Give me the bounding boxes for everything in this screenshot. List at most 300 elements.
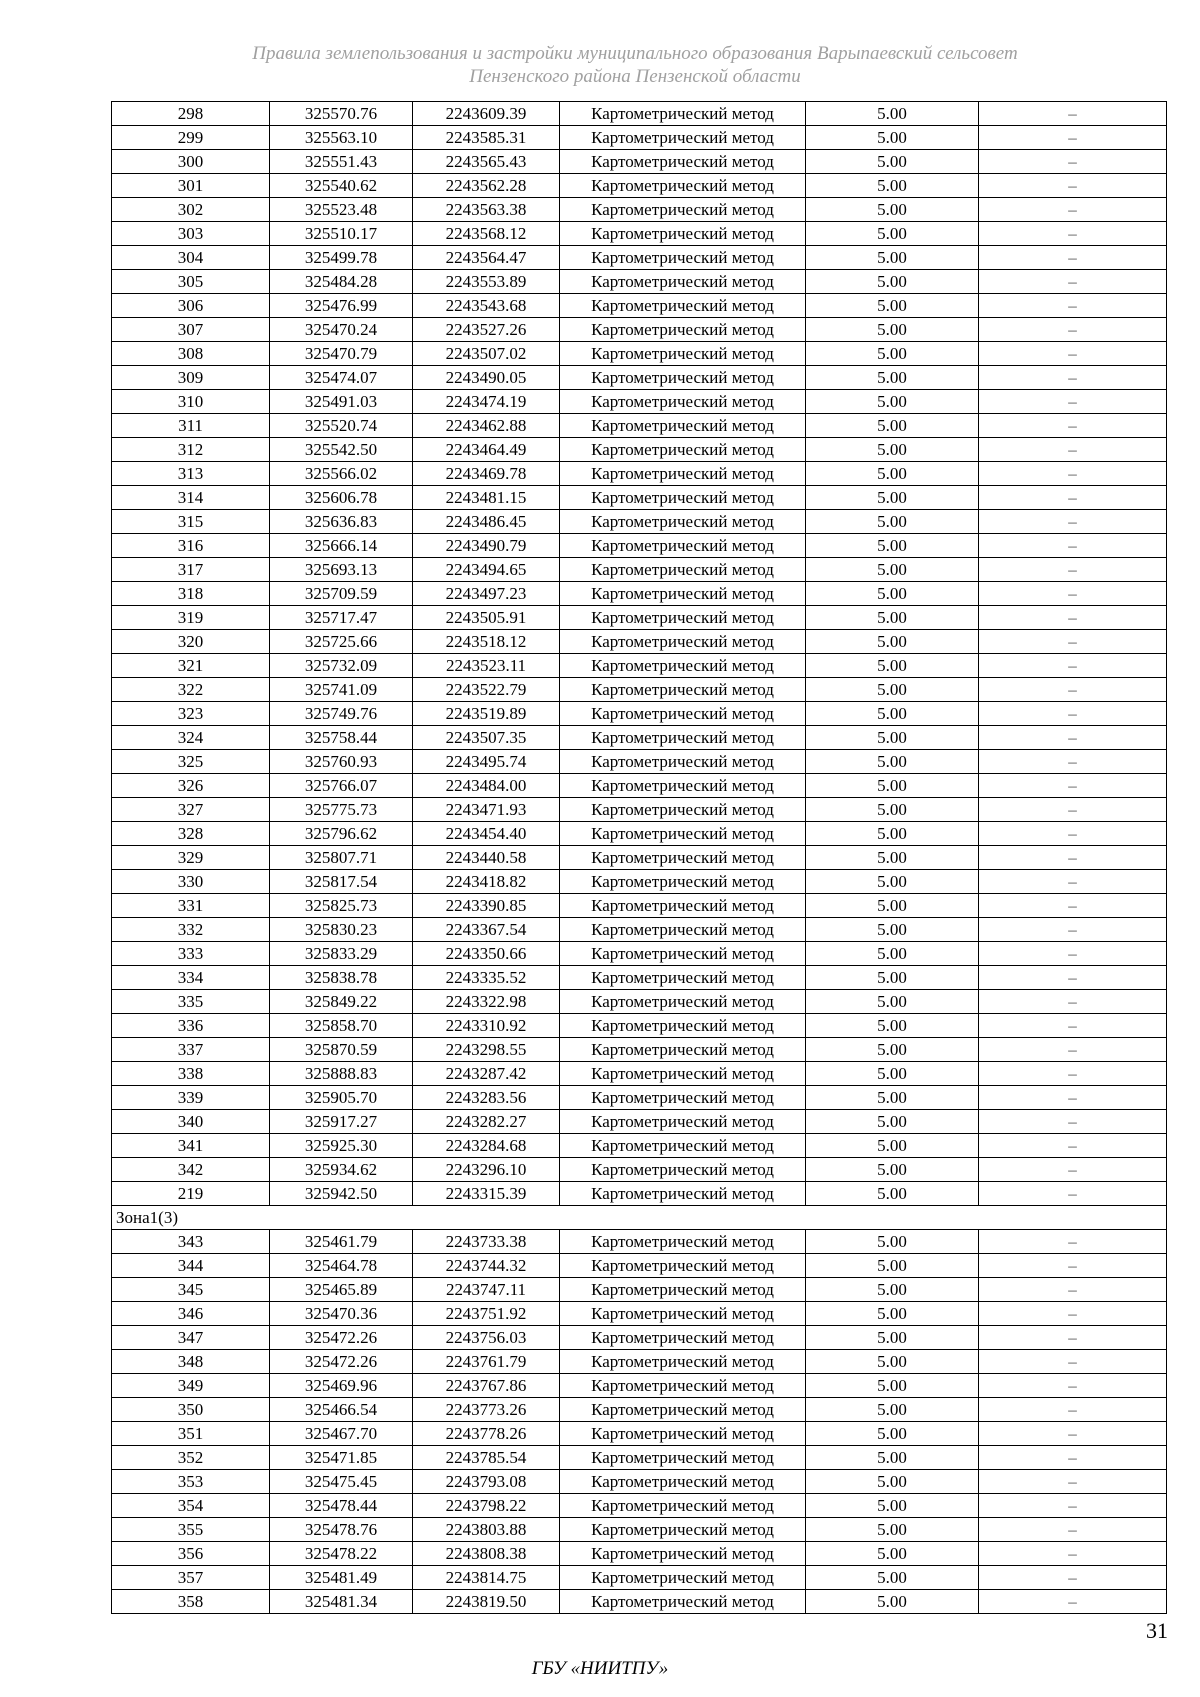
accuracy-cell: 5.00 [806,294,979,318]
method-cell: Картометрический метод [560,366,806,390]
y-coordinate-cell: 2243814.75 [413,1566,560,1590]
method-cell: Картометрический метод [560,1398,806,1422]
method-cell: Картометрический метод [560,150,806,174]
point-number-cell: 309 [112,366,270,390]
y-coordinate-cell: 2243282.27 [413,1110,560,1134]
note-cell: – [979,462,1167,486]
y-coordinate-cell: 2243454.40 [413,822,560,846]
accuracy-cell: 5.00 [806,870,979,894]
note-cell: – [979,318,1167,342]
method-cell: Картометрический метод [560,1566,806,1590]
note-cell: – [979,1494,1167,1518]
y-coordinate-cell: 2243785.54 [413,1446,560,1470]
note-cell: – [979,870,1167,894]
x-coordinate-cell: 325466.54 [270,1398,413,1422]
note-cell: – [979,1422,1167,1446]
table-row [112,774,1167,798]
y-coordinate-cell: 2243390.85 [413,894,560,918]
point-number-cell: 346 [112,1302,270,1326]
y-coordinate-cell: 2243744.32 [413,1254,560,1278]
method-cell: Картометрический метод [560,1374,806,1398]
header-line-2: Пензенского района Пензенской области [469,66,801,87]
x-coordinate-cell: 325563.10 [270,126,413,150]
accuracy-cell: 5.00 [806,102,979,126]
table-row [112,438,1167,462]
table-row [112,654,1167,678]
table-row [112,1110,1167,1134]
accuracy-cell: 5.00 [806,198,979,222]
note-cell: – [979,918,1167,942]
table-row [112,246,1167,270]
point-number-cell: 299 [112,126,270,150]
table-row [112,318,1167,342]
x-coordinate-cell: 325942.50 [270,1182,413,1206]
point-number-cell: 357 [112,1566,270,1590]
x-coordinate-cell: 325540.62 [270,174,413,198]
point-number-cell: 349 [112,1374,270,1398]
y-coordinate-cell: 2243310.92 [413,1014,560,1038]
table-row [112,1086,1167,1110]
note-cell: – [979,822,1167,846]
accuracy-cell: 5.00 [806,654,979,678]
method-cell: Картометрический метод [560,126,806,150]
note-cell: – [979,582,1167,606]
y-coordinate-cell: 2243315.39 [413,1182,560,1206]
method-cell: Картометрический метод [560,246,806,270]
accuracy-cell: 5.00 [806,1374,979,1398]
document-header [110,42,1160,88]
accuracy-cell: 5.00 [806,750,979,774]
note-cell: – [979,1014,1167,1038]
method-cell: Картометрический метод [560,630,806,654]
y-coordinate-cell: 2243793.08 [413,1470,560,1494]
y-coordinate-cell: 2243522.79 [413,678,560,702]
x-coordinate-cell: 325467.70 [270,1422,413,1446]
accuracy-cell: 5.00 [806,438,979,462]
x-coordinate-cell: 325469.96 [270,1374,413,1398]
method-cell: Картометрический метод [560,558,806,582]
x-coordinate-cell: 325606.78 [270,486,413,510]
method-cell: Картометрический метод [560,1014,806,1038]
method-cell: Картометрический метод [560,486,806,510]
x-coordinate-cell: 325475.45 [270,1470,413,1494]
point-number-cell: 312 [112,438,270,462]
accuracy-cell: 5.00 [806,1134,979,1158]
accuracy-cell: 5.00 [806,1566,979,1590]
y-coordinate-cell: 2243507.02 [413,342,560,366]
x-coordinate-cell: 325833.29 [270,942,413,966]
x-coordinate-cell: 325817.54 [270,870,413,894]
y-coordinate-cell: 2243335.52 [413,966,560,990]
y-coordinate-cell: 2243298.55 [413,1038,560,1062]
table-row [112,1158,1167,1182]
accuracy-cell: 5.00 [806,942,979,966]
x-coordinate-cell: 325741.09 [270,678,413,702]
note-cell: – [979,558,1167,582]
method-cell: Картометрический метод [560,1086,806,1110]
method-cell: Картометрический метод [560,294,806,318]
method-cell: Картометрический метод [560,1230,806,1254]
method-cell: Картометрический метод [560,1590,806,1614]
y-coordinate-cell: 2243568.12 [413,222,560,246]
point-number-cell: 354 [112,1494,270,1518]
y-coordinate-cell: 2243484.00 [413,774,560,798]
method-cell: Картометрический метод [560,918,806,942]
point-number-cell: 300 [112,150,270,174]
point-number-cell: 333 [112,942,270,966]
point-number-cell: 319 [112,606,270,630]
x-coordinate-cell: 325470.24 [270,318,413,342]
method-cell: Картометрический метод [560,870,806,894]
accuracy-cell: 5.00 [806,798,979,822]
y-coordinate-cell: 2243562.28 [413,174,560,198]
method-cell: Картометрический метод [560,1470,806,1494]
accuracy-cell: 5.00 [806,678,979,702]
y-coordinate-cell: 2243585.31 [413,126,560,150]
y-coordinate-cell: 2243761.79 [413,1350,560,1374]
note-cell: – [979,390,1167,414]
x-coordinate-cell: 325666.14 [270,534,413,558]
x-coordinate-cell: 325732.09 [270,654,413,678]
note-cell: – [979,1518,1167,1542]
header-line-1: Правила землепользования и застройки муниципального образования Варыпаевский сельсовет [252,43,1018,64]
x-coordinate-cell: 325478.44 [270,1494,413,1518]
table-row [112,198,1167,222]
table-row [112,1134,1167,1158]
x-coordinate-cell: 325478.76 [270,1518,413,1542]
x-coordinate-cell: 325542.50 [270,438,413,462]
method-cell: Картометрический метод [560,1182,806,1206]
point-number-cell: 344 [112,1254,270,1278]
x-coordinate-cell: 325717.47 [270,606,413,630]
table-row [112,918,1167,942]
point-number-cell: 337 [112,1038,270,1062]
accuracy-cell: 5.00 [806,150,979,174]
table-row [112,894,1167,918]
table-row [112,606,1167,630]
x-coordinate-cell: 325849.22 [270,990,413,1014]
table-row [112,1014,1167,1038]
table-row [112,1518,1167,1542]
y-coordinate-cell: 2243283.56 [413,1086,560,1110]
x-coordinate-cell: 325758.44 [270,726,413,750]
method-cell: Картометрический метод [560,750,806,774]
table-row [112,462,1167,486]
method-cell: Картометрический метод [560,726,806,750]
point-number-cell: 305 [112,270,270,294]
accuracy-cell: 5.00 [806,1302,979,1326]
point-number-cell: 219 [112,1182,270,1206]
y-coordinate-cell: 2243803.88 [413,1518,560,1542]
method-cell: Картометрический метод [560,894,806,918]
table-row [112,558,1167,582]
point-number-cell: 347 [112,1326,270,1350]
point-number-cell: 318 [112,582,270,606]
accuracy-cell: 5.00 [806,414,979,438]
point-number-cell: 326 [112,774,270,798]
accuracy-cell: 5.00 [806,1398,979,1422]
point-number-cell: 352 [112,1446,270,1470]
accuracy-cell: 5.00 [806,1062,979,1086]
y-coordinate-cell: 2243469.78 [413,462,560,486]
method-cell: Картометрический метод [560,1326,806,1350]
method-cell: Картометрический метод [560,438,806,462]
accuracy-cell: 5.00 [806,1038,979,1062]
y-coordinate-cell: 2243490.79 [413,534,560,558]
table-row [112,1254,1167,1278]
point-number-cell: 334 [112,966,270,990]
page-number: 31 [1146,1618,1168,1643]
accuracy-cell: 5.00 [806,966,979,990]
accuracy-cell: 5.00 [806,1470,979,1494]
y-coordinate-cell: 2243284.68 [413,1134,560,1158]
method-cell: Картометрический метод [560,1518,806,1542]
x-coordinate-cell: 325472.26 [270,1350,413,1374]
table-row [112,750,1167,774]
y-coordinate-cell: 2243495.74 [413,750,560,774]
x-coordinate-cell: 325566.02 [270,462,413,486]
y-coordinate-cell: 2243756.03 [413,1326,560,1350]
table-row [112,1182,1167,1206]
table-row [112,846,1167,870]
note-cell: – [979,366,1167,390]
accuracy-cell: 5.00 [806,918,979,942]
note-cell: – [979,678,1167,702]
y-coordinate-cell: 2243609.39 [413,102,560,126]
note-cell: – [979,1470,1167,1494]
x-coordinate-cell: 325470.36 [270,1302,413,1326]
x-coordinate-cell: 325925.30 [270,1134,413,1158]
point-number-cell: 322 [112,678,270,702]
note-cell: – [979,342,1167,366]
point-number-cell: 332 [112,918,270,942]
x-coordinate-cell: 325478.22 [270,1542,413,1566]
point-number-cell: 331 [112,894,270,918]
table-row [112,798,1167,822]
table-row [112,1470,1167,1494]
method-cell: Картометрический метод [560,774,806,798]
y-coordinate-cell: 2243733.38 [413,1230,560,1254]
method-cell: Картометрический метод [560,1422,806,1446]
point-number-cell: 307 [112,318,270,342]
method-cell: Картометрический метод [560,342,806,366]
point-number-cell: 317 [112,558,270,582]
y-coordinate-cell: 2243287.42 [413,1062,560,1086]
note-cell: – [979,990,1167,1014]
table-row [112,150,1167,174]
y-coordinate-cell: 2243751.92 [413,1302,560,1326]
point-number-cell: 313 [112,462,270,486]
table-row [112,414,1167,438]
table-row [112,822,1167,846]
y-coordinate-cell: 2243507.35 [413,726,560,750]
method-cell: Картометрический метод [560,1254,806,1278]
point-number-cell: 335 [112,990,270,1014]
method-cell: Картометрический метод [560,942,806,966]
note-cell: – [979,1566,1167,1590]
note-cell: – [979,1062,1167,1086]
table-row [112,102,1167,126]
point-number-cell: 348 [112,1350,270,1374]
x-coordinate-cell: 325471.85 [270,1446,413,1470]
y-coordinate-cell: 2243773.26 [413,1398,560,1422]
accuracy-cell: 5.00 [806,270,979,294]
point-number-cell: 308 [112,342,270,366]
note-cell: – [979,1182,1167,1206]
zone-label: Зона1(3) [112,1206,1167,1230]
table-row [112,1398,1167,1422]
note-cell: – [979,438,1167,462]
point-number-cell: 306 [112,294,270,318]
table-row [112,126,1167,150]
x-coordinate-cell: 325693.13 [270,558,413,582]
note-cell: – [979,1446,1167,1470]
note-cell: – [979,942,1167,966]
accuracy-cell: 5.00 [806,1326,979,1350]
accuracy-cell: 5.00 [806,1494,979,1518]
point-number-cell: 343 [112,1230,270,1254]
table-row [112,1302,1167,1326]
x-coordinate-cell: 325491.03 [270,390,413,414]
table-row [112,270,1167,294]
note-cell: – [979,726,1167,750]
note-cell: – [979,414,1167,438]
note-cell: – [979,1374,1167,1398]
table-row [112,1278,1167,1302]
note-cell: – [979,246,1167,270]
method-cell: Картометрический метод [560,798,806,822]
note-cell: – [979,294,1167,318]
method-cell: Картометрический метод [560,198,806,222]
point-number-cell: 353 [112,1470,270,1494]
point-number-cell: 340 [112,1110,270,1134]
x-coordinate-cell: 325917.27 [270,1110,413,1134]
method-cell: Картометрический метод [560,1038,806,1062]
note-cell: – [979,1278,1167,1302]
accuracy-cell: 5.00 [806,1590,979,1614]
coordinates-table [111,101,1167,1614]
y-coordinate-cell: 2243747.11 [413,1278,560,1302]
point-number-cell: 342 [112,1158,270,1182]
method-cell: Картометрический метод [560,1542,806,1566]
method-cell: Картометрический метод [560,822,806,846]
footer-organization: ГБУ «НИИТПУ» [531,1658,669,1679]
x-coordinate-cell: 325796.62 [270,822,413,846]
note-cell: – [979,966,1167,990]
y-coordinate-cell: 2243518.12 [413,630,560,654]
accuracy-cell: 5.00 [806,222,979,246]
note-cell: – [979,846,1167,870]
point-number-cell: 330 [112,870,270,894]
table-row [112,1422,1167,1446]
table-row [112,990,1167,1014]
table-row [112,1566,1167,1590]
point-number-cell: 298 [112,102,270,126]
accuracy-cell: 5.00 [806,1518,979,1542]
y-coordinate-cell: 2243494.65 [413,558,560,582]
point-number-cell: 304 [112,246,270,270]
y-coordinate-cell: 2243519.89 [413,702,560,726]
x-coordinate-cell: 325830.23 [270,918,413,942]
point-number-cell: 311 [112,414,270,438]
y-coordinate-cell: 2243440.58 [413,846,560,870]
note-cell: – [979,1398,1167,1422]
y-coordinate-cell: 2243481.15 [413,486,560,510]
table-row [112,174,1167,198]
y-coordinate-cell: 2243563.38 [413,198,560,222]
x-coordinate-cell: 325807.71 [270,846,413,870]
table-row [112,222,1167,246]
x-coordinate-cell: 325749.76 [270,702,413,726]
x-coordinate-cell: 325570.76 [270,102,413,126]
y-coordinate-cell: 2243527.26 [413,318,560,342]
y-coordinate-cell: 2243808.38 [413,1542,560,1566]
accuracy-cell: 5.00 [806,246,979,270]
x-coordinate-cell: 325905.70 [270,1086,413,1110]
accuracy-cell: 5.00 [806,1086,979,1110]
y-coordinate-cell: 2243505.91 [413,606,560,630]
method-cell: Картометрический метод [560,654,806,678]
accuracy-cell: 5.00 [806,390,979,414]
y-coordinate-cell: 2243543.68 [413,294,560,318]
x-coordinate-cell: 325499.78 [270,246,413,270]
note-cell: – [979,174,1167,198]
point-number-cell: 329 [112,846,270,870]
method-cell: Картометрический метод [560,1302,806,1326]
x-coordinate-cell: 325870.59 [270,1038,413,1062]
method-cell: Картометрический метод [560,1350,806,1374]
note-cell: – [979,486,1167,510]
table-row [112,1062,1167,1086]
note-cell: – [979,270,1167,294]
y-coordinate-cell: 2243490.05 [413,366,560,390]
x-coordinate-cell: 325636.83 [270,510,413,534]
point-number-cell: 358 [112,1590,270,1614]
coordinates-table-body [112,102,1167,1614]
table-row [112,966,1167,990]
method-cell: Картометрический метод [560,606,806,630]
method-cell: Картометрический метод [560,846,806,870]
note-cell: – [979,534,1167,558]
method-cell: Картометрический метод [560,222,806,246]
y-coordinate-cell: 2243350.66 [413,942,560,966]
x-coordinate-cell: 325888.83 [270,1062,413,1086]
point-number-cell: 320 [112,630,270,654]
note-cell: – [979,1110,1167,1134]
y-coordinate-cell: 2243471.93 [413,798,560,822]
x-coordinate-cell: 325520.74 [270,414,413,438]
note-cell: – [979,798,1167,822]
accuracy-cell: 5.00 [806,726,979,750]
note-cell: – [979,1254,1167,1278]
y-coordinate-cell: 2243322.98 [413,990,560,1014]
accuracy-cell: 5.00 [806,1278,979,1302]
method-cell: Картометрический метод [560,1446,806,1470]
method-cell: Картометрический метод [560,966,806,990]
x-coordinate-cell: 325825.73 [270,894,413,918]
table-row [112,366,1167,390]
note-cell: – [979,894,1167,918]
y-coordinate-cell: 2243767.86 [413,1374,560,1398]
accuracy-cell: 5.00 [806,558,979,582]
method-cell: Картометрический метод [560,270,806,294]
x-coordinate-cell: 325476.99 [270,294,413,318]
x-coordinate-cell: 325481.49 [270,1566,413,1590]
point-number-cell: 350 [112,1398,270,1422]
table-row [112,510,1167,534]
x-coordinate-cell: 325760.93 [270,750,413,774]
method-cell: Картометрический метод [560,1134,806,1158]
